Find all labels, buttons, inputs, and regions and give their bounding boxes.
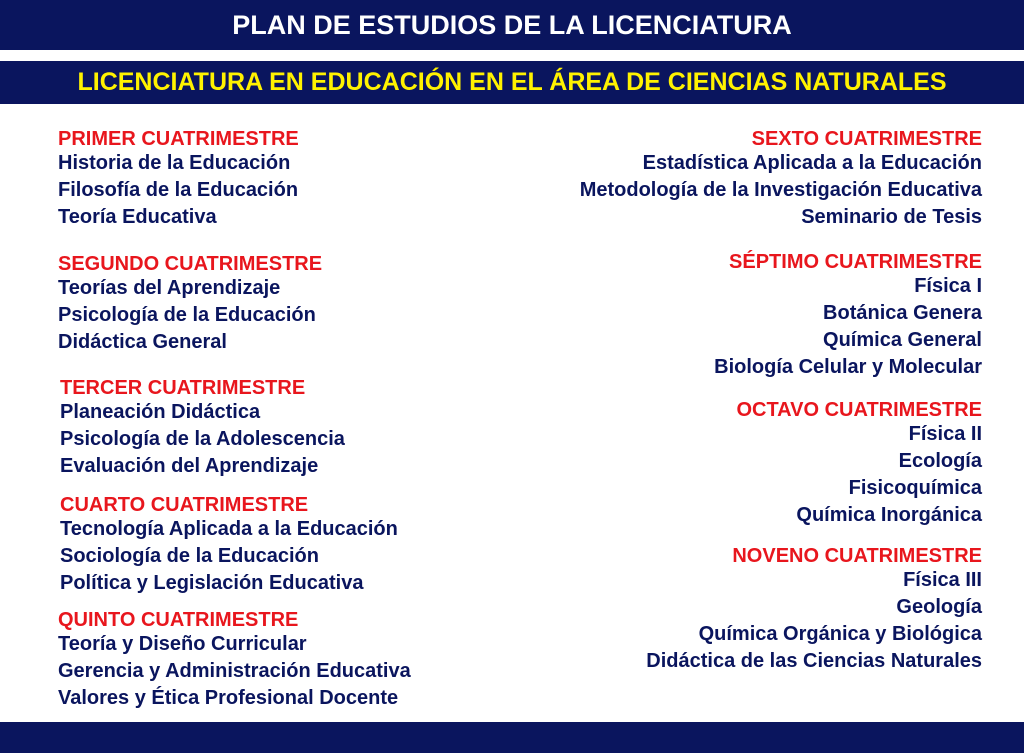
term-block-1 — [58, 128, 528, 231]
term-block-3 — [60, 377, 530, 480]
course-item: Historia de la Educación — [58, 152, 291, 174]
course-item: Fisicoquímica — [848, 477, 982, 499]
course-item: Valores y Ética Profesional Docente — [58, 687, 399, 709]
term-heading: SEGUNDO CUATRIMESTRE — [58, 253, 323, 275]
course-item: Física I — [914, 275, 982, 297]
course-item: Evaluación del Aprendizaje — [60, 455, 319, 477]
term-block-7 — [512, 251, 982, 381]
course-item: Filosofía de la Educación — [58, 179, 299, 201]
term-block-8 — [512, 399, 982, 529]
course-item: Gerencia y Administración Educativa — [58, 660, 411, 682]
course-item: Teoría y Diseño Curricular — [58, 633, 307, 655]
course-item: Biología Celular y Molecular — [714, 356, 982, 378]
term-heading: PRIMER CUATRIMESTRE — [58, 128, 299, 150]
course-item: Planeación Didáctica — [60, 401, 261, 423]
course-item: Geología — [896, 596, 982, 618]
course-item: Física III — [903, 569, 982, 591]
page-title: PLAN DE ESTUDIOS DE LA LICENCIATURA — [232, 10, 792, 40]
course-item: Química General — [823, 329, 982, 351]
course-item: Ecología — [898, 450, 982, 472]
term-heading: QUINTO CUATRIMESTRE — [58, 609, 299, 631]
course-item: Teoría Educativa — [58, 206, 217, 228]
course-item: Física II — [908, 423, 982, 445]
course-item: Seminario de Tesis — [801, 206, 982, 228]
term-block-4 — [60, 494, 530, 597]
term-heading: SÉPTIMO CUATRIMESTRE — [729, 251, 982, 273]
course-item: Teorías del Aprendizaje — [58, 277, 281, 299]
term-heading: CUARTO CUATRIMESTRE — [60, 494, 309, 516]
course-item: Tecnología Aplicada a la Educación — [60, 518, 398, 540]
course-item: Psicología de la Adolescencia — [60, 428, 345, 450]
term-heading: TERCER CUATRIMESTRE — [60, 377, 306, 399]
page-subtitle: LICENCIATURA EN EDUCACIÓN EN EL ÁREA DE CIENCIAS NATURALES — [77, 68, 947, 96]
course-item: Política y Legislación Educativa — [60, 572, 364, 594]
course-item: Botánica Genera — [823, 302, 982, 324]
footer-band — [0, 722, 1024, 753]
term-heading: SEXTO CUATRIMESTRE — [751, 128, 982, 150]
course-item: Didáctica General — [58, 331, 227, 353]
term-block-6 — [512, 128, 982, 231]
course-item: Estadística Aplicada a la Educación — [642, 152, 982, 174]
course-item: Química Orgánica y Biológica — [698, 623, 982, 645]
course-item: Psicología de la Educación — [58, 304, 316, 326]
term-block-9 — [512, 545, 982, 675]
term-heading: NOVENO CUATRIMESTRE — [732, 545, 982, 567]
course-item: Metodología de la Investigación Educativa — [579, 179, 982, 201]
term-block-2 — [58, 253, 528, 356]
course-item: Didáctica de las Ciencias Naturales — [646, 650, 982, 672]
term-block-5 — [58, 609, 528, 712]
course-item: Química Inorgánica — [796, 504, 982, 526]
term-heading: OCTAVO CUATRIMESTRE — [736, 399, 982, 421]
course-item: Sociología de la Educación — [60, 545, 319, 567]
